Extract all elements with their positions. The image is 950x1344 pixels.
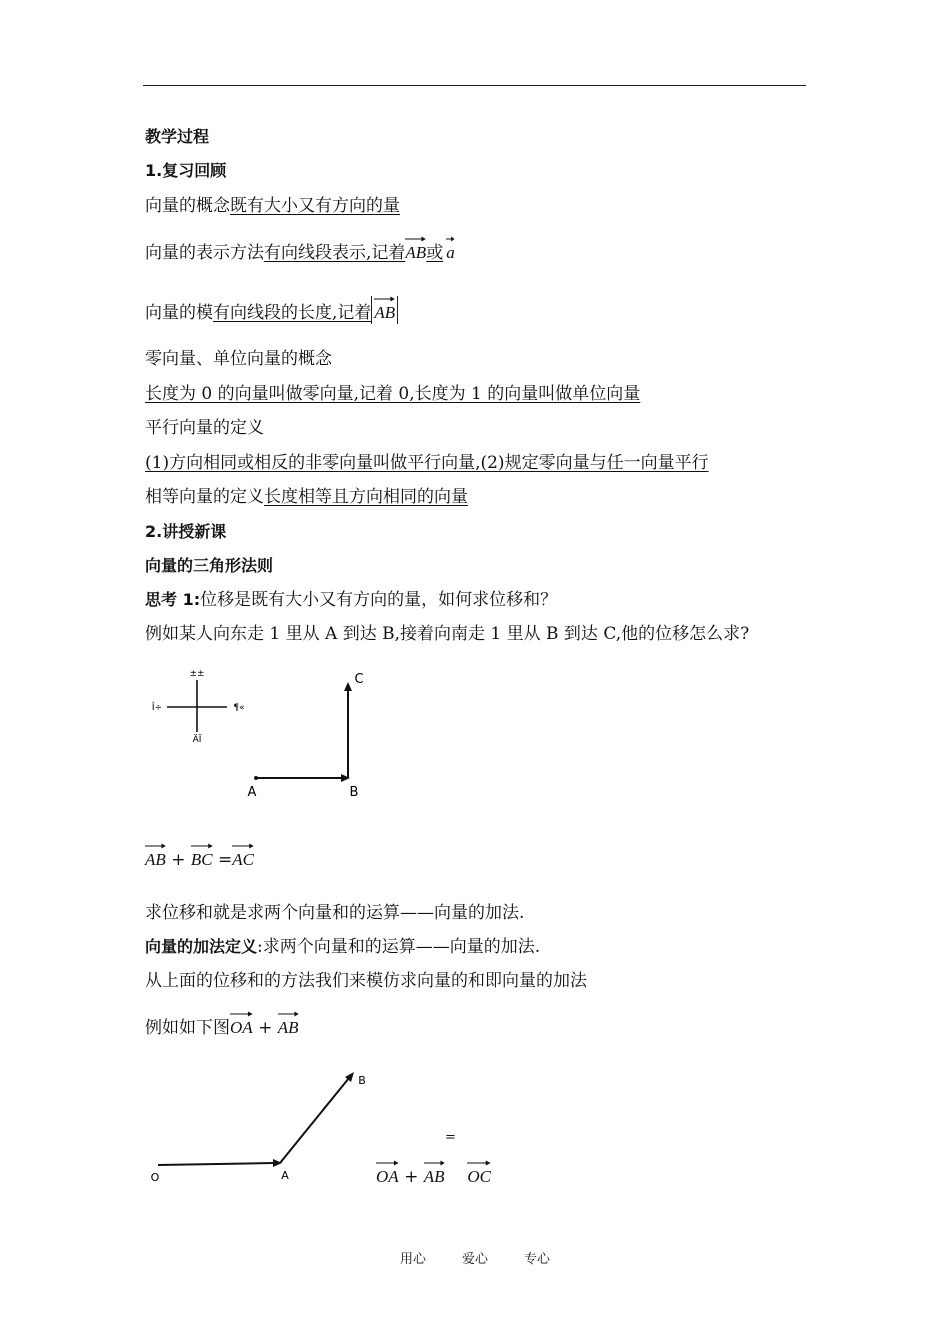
eq1-plus: + — [171, 850, 186, 870]
parallel-label: 平行向量的定义 — [145, 418, 264, 438]
vector-arrow-icon — [232, 843, 254, 849]
section-title: 教学过程 — [145, 127, 210, 146]
vector-oa-line — [158, 1163, 273, 1165]
vector-arrow-icon — [376, 1160, 399, 1166]
think-text: 位移是既有大小又有方向的量，如何求位移和？ — [200, 590, 558, 610]
eq1-vector-1: AB — [145, 843, 166, 871]
compass-south: ÄÏ — [192, 735, 202, 745]
vector-arrow-icon — [446, 236, 455, 242]
equal-line — [145, 486, 468, 508]
definition-text: :求两个向量和的运算——向量的加法. — [257, 937, 541, 957]
concept-label: 向量的概念 — [145, 196, 230, 216]
label-a: A — [247, 785, 257, 800]
example2-label: 例如如下图 — [145, 1018, 230, 1038]
review-heading: 1.复习回顾 — [145, 161, 227, 180]
page-footer — [0, 1248, 950, 1267]
eq3-vector-2: AB — [424, 1160, 445, 1188]
mod-label: 向量的模 — [145, 303, 213, 323]
vector-arrow-icon — [467, 1160, 491, 1166]
footer-zhuanxin: 专心 — [524, 1252, 551, 1267]
vector-arrow-icon — [405, 236, 426, 242]
arrowhead-icon — [344, 682, 352, 691]
label-c: C — [354, 672, 364, 687]
header-rule — [143, 85, 806, 86]
eq3-vector-1: OA — [376, 1160, 399, 1188]
equal-answer: 长度相等且方向相同的向量 — [264, 487, 468, 507]
zero-label: 零向量、单位向量的概念 — [145, 349, 332, 369]
vector-arrow-icon — [278, 1011, 299, 1017]
label-b: B — [349, 785, 359, 800]
example2-line — [145, 1011, 299, 1039]
zero-answer: 长度为 0 的向量叫做零向量,记着 0,长度为 1 的向量叫做单位向量 — [145, 384, 641, 404]
parallel-answer: (1)方向相同或相反的非零向量叫做平行向量,(2)规定零向量与任一向量平行 — [145, 453, 709, 473]
definition-line — [145, 936, 540, 958]
footer-yongxin: 用心 — [399, 1252, 426, 1267]
imitate-text: 从上面的位移和的方法我们来模仿求向量的和即向量的加法 — [145, 971, 587, 991]
equal-label: 相等向量的定义 — [145, 487, 264, 507]
equation-oa-ab-oc — [376, 1160, 491, 1188]
eq1-vector-3: AC — [232, 843, 254, 871]
eq3-vector-3: OC — [467, 1160, 491, 1188]
repr-answer: 有向线段表示,记着 — [264, 243, 406, 263]
eq1-vector-2: BC — [191, 843, 213, 871]
sum-text: 求位移和就是求两个向量和的运算——向量的加法. — [145, 903, 525, 923]
mod-answer: 有向线段的长度,记着 — [213, 303, 372, 323]
concept-answer: 既有大小又有方向的量 — [230, 196, 400, 216]
example1-text: 例如某人向东走 1 里从 A 到达 B,接着向南走 1 里从 B 到达 C,他的位移怎么求? — [145, 624, 750, 644]
label-b-2: B — [358, 1074, 366, 1087]
vector-arrow-icon — [230, 1011, 253, 1017]
think-label: 思考 1: — [145, 590, 201, 609]
new-lesson-heading: 2.讲授新课 — [145, 522, 227, 541]
label-a-2: A — [281, 1169, 289, 1182]
eq1-equals: = — [217, 850, 233, 870]
eq3-plus: + — [404, 1167, 419, 1187]
vector-arrow-icon — [374, 296, 395, 302]
label-o: O — [150, 1171, 160, 1184]
eq3-equals: = — [445, 1130, 456, 1145]
vector-arrow-icon — [424, 1160, 445, 1166]
figure-vector-addition — [145, 1060, 385, 1190]
triangle-rule-heading: 向量的三角形法则 — [145, 556, 274, 575]
repr-line — [145, 236, 455, 264]
compass-north: ±± — [189, 669, 205, 679]
vector-arrow-icon — [191, 843, 213, 849]
think-line — [145, 589, 557, 611]
equation-ab-bc-ac — [145, 843, 254, 871]
eq2-vector-1: OA — [230, 1011, 253, 1039]
vector-ab-norm: AB — [374, 296, 395, 324]
eq2-vector-2: AB — [278, 1011, 299, 1039]
eq2-plus: + — [258, 1018, 273, 1038]
compass-east: ¶« — [233, 703, 245, 713]
concept-line — [145, 195, 400, 217]
vector-arrow-icon — [145, 843, 166, 849]
compass-west: Î÷ — [151, 703, 163, 713]
repr-label: 向量的表示方法 — [145, 243, 264, 263]
vector-ab: AB — [405, 236, 426, 264]
footer-aixin: 爱心 — [461, 1252, 488, 1267]
definition-label: 向量的加法定义 — [145, 937, 258, 956]
mod-line — [145, 296, 398, 324]
vector-ab-line-2 — [280, 1078, 349, 1163]
figure-displacement — [145, 660, 385, 810]
vector-a: a — [446, 236, 455, 264]
norm-bars — [371, 296, 398, 324]
repr-or: 或 — [426, 243, 444, 263]
